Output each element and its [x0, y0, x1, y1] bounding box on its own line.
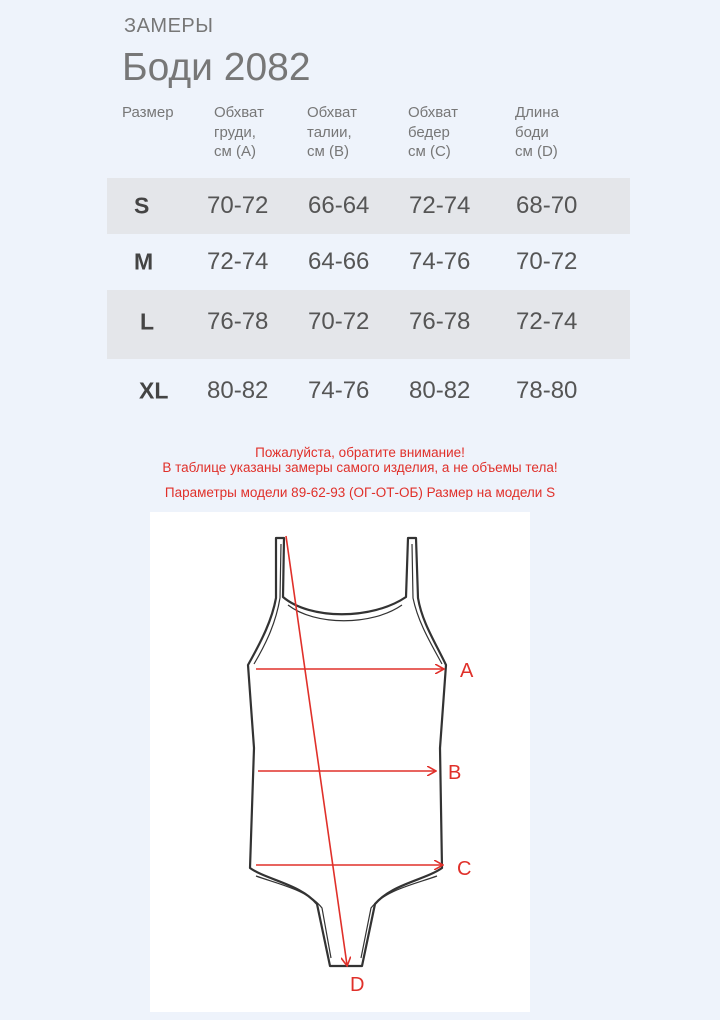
length-cell: 70-72: [516, 248, 578, 275]
size-cell: S: [134, 192, 150, 219]
col-header-chest: Обхват груди, см (A): [214, 104, 264, 160]
bodysuit-diagram: [150, 512, 530, 1012]
waist-cell: 64-66: [308, 248, 370, 275]
waist-cell: 70-72: [308, 307, 370, 335]
hips-cell: 80-82: [409, 377, 471, 404]
hips-cell: 76-78: [409, 307, 471, 335]
label-c: C: [457, 858, 472, 880]
chest-cell: 76-78: [207, 307, 269, 335]
note-garment-measurements: В таблице указаны замеры самого изделия, а не объемы тела!: [162, 460, 558, 475]
overline-label: ЗАМЕРЫ: [124, 15, 214, 37]
table-row: [107, 178, 630, 234]
col-header-length: Длина боди см (D): [515, 104, 559, 160]
table-row: [107, 359, 630, 423]
note-attention: Пожалуйста, обратите внимание!: [255, 445, 465, 460]
chest-cell: 80-82: [207, 377, 269, 404]
hips-cell: 72-74: [409, 192, 471, 219]
col-header-waist: Обхват талии, см (B): [307, 104, 357, 160]
length-cell: 72-74: [516, 307, 578, 335]
length-cell: 68-70: [516, 192, 578, 219]
label-a: A: [460, 660, 474, 682]
bodysuit-illustration: [150, 512, 530, 1012]
size-cell: M: [134, 248, 154, 275]
size-table: [107, 178, 630, 423]
note-model-parameters: Параметры модели 89-62-93 (ОГ-ОТ-ОБ) Размер на модели S: [164, 485, 556, 500]
label-d: D: [350, 974, 365, 996]
chest-cell: 72-74: [207, 248, 269, 275]
col-header-size: Размер: [122, 104, 174, 121]
col-header-hips: Обхват бедер см (C): [408, 104, 458, 160]
waist-cell: 74-76: [308, 377, 370, 404]
table-row: [107, 290, 630, 359]
length-cell: 78-80: [516, 377, 578, 404]
arrow-d: [286, 536, 347, 965]
size-cell: L: [140, 308, 155, 335]
size-cell: XL: [139, 377, 169, 404]
waist-cell: 66-64: [308, 192, 370, 219]
hips-cell: 74-76: [409, 248, 471, 275]
chest-cell: 70-72: [207, 192, 269, 219]
page-title: Боди 2082: [122, 46, 311, 89]
table-row: [107, 234, 630, 290]
bodysuit-outline: [248, 538, 446, 966]
label-b: B: [448, 762, 462, 784]
